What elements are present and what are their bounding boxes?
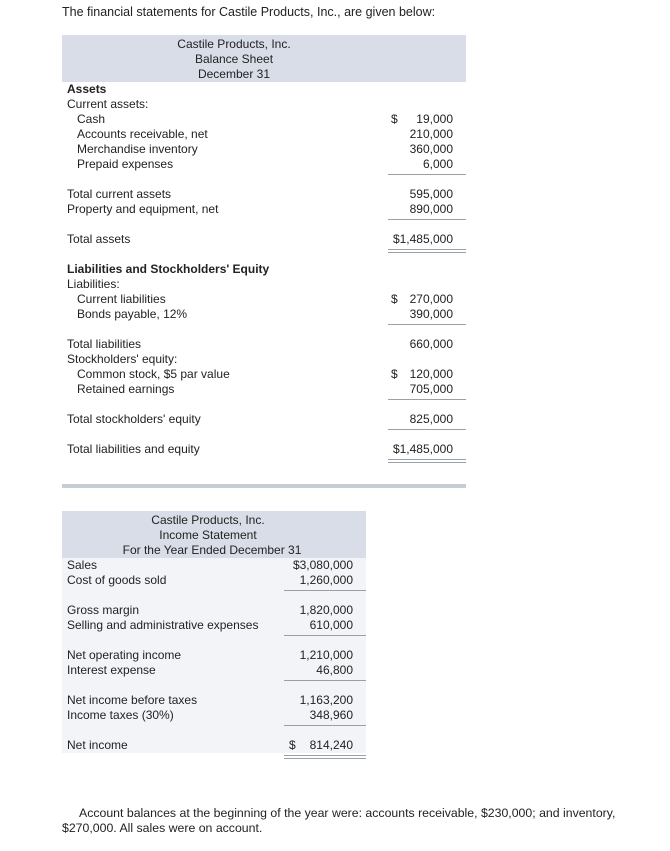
- statement-row: [62, 603, 366, 618]
- statement-row: [62, 277, 466, 292]
- row-label: Net operating income: [67, 648, 182, 662]
- statement-row: [62, 367, 466, 382]
- balance-sheet-name: Balance Sheet: [194, 52, 274, 66]
- spacer-row: [62, 217, 466, 232]
- statement-row: [62, 112, 466, 127]
- row-amount: $1,485,000: [392, 442, 453, 456]
- statement-row: [62, 187, 466, 202]
- row-label: Retained earnings: [77, 382, 175, 396]
- row-amount: 6,000: [422, 157, 453, 171]
- row-amount: 595,000: [409, 187, 453, 201]
- statement-row: [62, 442, 466, 457]
- income-statement: [62, 511, 366, 753]
- spacer-row: [62, 172, 466, 187]
- statement-row: [62, 142, 466, 157]
- row-label: Total current assets: [67, 187, 172, 201]
- statement-row: [62, 648, 366, 663]
- row-amount: 210,000: [409, 127, 453, 141]
- statement-row: [62, 232, 466, 247]
- row-label: Income taxes (30%): [67, 708, 174, 722]
- income-statement-company: Castile Products, Inc.: [151, 513, 265, 527]
- income-statement-period: For the Year Ended December 31: [122, 543, 302, 557]
- balance-sheet-bottom-bar: [62, 484, 466, 488]
- spacer-row: [62, 723, 366, 738]
- row-amount: 360,000: [409, 142, 453, 156]
- row-label: Cash: [77, 112, 106, 126]
- underline-rule: [388, 459, 466, 460]
- statement-row: [62, 738, 366, 753]
- row-amount: 348,960: [309, 708, 353, 722]
- row-label: Liabilities:: [67, 277, 120, 291]
- row-label: Current assets:: [67, 97, 149, 111]
- row-label: Bonds payable, 12%: [77, 307, 188, 321]
- row-amount: 270,000: [409, 292, 453, 306]
- row-label: Sales: [67, 558, 98, 572]
- row-label: Merchandise inventory: [77, 142, 198, 156]
- spacer-row: [62, 397, 466, 412]
- row-label: Gross margin: [67, 603, 140, 617]
- spacer-row: [62, 322, 466, 337]
- row-amount: 814,240: [309, 738, 353, 752]
- balance-sheet-company: Castile Products, Inc.: [177, 37, 291, 51]
- statement-row: [62, 693, 366, 708]
- statement-row: [62, 352, 466, 367]
- row-amount: 890,000: [409, 202, 453, 216]
- spacer-row: [62, 247, 466, 262]
- spacer-row: [62, 427, 466, 442]
- row-label: Total assets: [67, 232, 131, 246]
- balance-sheet-date: December 31: [197, 67, 271, 81]
- dollar-sign: $: [289, 738, 296, 752]
- statement-row: [62, 618, 366, 633]
- income-statement-header: [62, 511, 366, 558]
- balance-sheet-rows: [62, 82, 466, 457]
- balance-sheet: [62, 35, 466, 465]
- statement-row: [62, 337, 466, 352]
- row-amount: 390,000: [409, 307, 453, 321]
- row-amount: 825,000: [409, 412, 453, 426]
- row-label: Property and equipment, net: [67, 202, 219, 216]
- row-label: Net income before taxes: [67, 693, 198, 707]
- spacer-row: [62, 678, 366, 693]
- statement-row: [62, 127, 466, 142]
- row-label: Prepaid expenses: [77, 157, 174, 171]
- underline-rule: [284, 755, 366, 756]
- row-amount: 1,210,000: [299, 648, 353, 662]
- dollar-sign: $: [391, 292, 398, 306]
- row-label: Assets: [67, 82, 107, 96]
- row-label: Common stock, $5 par value: [77, 367, 230, 381]
- row-amount: 660,000: [409, 337, 453, 351]
- dollar-sign: $: [391, 367, 398, 381]
- row-amount: 19,000: [416, 112, 453, 126]
- statement-row: [62, 573, 366, 588]
- row-amount: $1,485,000: [392, 232, 453, 246]
- row-amount: $3,080,000: [292, 558, 353, 572]
- row-amount: 120,000: [409, 367, 453, 381]
- row-label: Net income: [67, 738, 128, 752]
- balance-sheet-header: [62, 35, 466, 82]
- row-amount: 46,800: [316, 663, 353, 677]
- row-label: Liabilities and Stockholders' Equity: [67, 262, 270, 276]
- double-underline-rule: [388, 462, 466, 463]
- row-label: Accounts receivable, net: [77, 127, 208, 141]
- row-label: Interest expense: [67, 663, 156, 677]
- row-label: Total stockholders' equity: [67, 412, 201, 426]
- income-statement-name: Income Statement: [159, 528, 257, 542]
- row-amount: 1,260,000: [299, 573, 353, 587]
- statement-row: [62, 412, 466, 427]
- row-label: Total liabilities and equity: [67, 442, 200, 456]
- statement-row: [62, 558, 366, 573]
- statement-row: [62, 157, 466, 172]
- dollar-sign: $: [391, 112, 398, 126]
- income-statement-rows: [62, 558, 366, 753]
- row-amount: 1,163,200: [299, 693, 353, 707]
- double-underline-rule: [284, 758, 366, 759]
- note-text: Account balances at the beginning of the year were: accounts receivable, $230,000; and inventory, $270,000. All sales were on account.: [62, 806, 616, 835]
- statement-row: [62, 262, 466, 277]
- intro-text: The financial statements for Castile Products, Inc., are given below:: [62, 5, 436, 19]
- spacer-row: [62, 588, 366, 603]
- row-label: Stockholders' equity:: [67, 352, 178, 366]
- spacer-row: [62, 633, 366, 648]
- row-label: Current liabilities: [77, 292, 166, 306]
- statement-row: [62, 292, 466, 307]
- row-label: Total liabilities: [67, 337, 142, 351]
- statement-row: [62, 708, 366, 723]
- statement-row: [62, 663, 366, 678]
- statement-row: [62, 82, 466, 97]
- statement-row: [62, 202, 466, 217]
- row-amount: 610,000: [309, 618, 353, 632]
- statement-row: [62, 97, 466, 112]
- row-label: Selling and administrative expenses: [67, 618, 259, 632]
- row-amount: 705,000: [409, 382, 453, 396]
- row-label: Cost of goods sold: [67, 573, 167, 587]
- row-amount: 1,820,000: [299, 603, 353, 617]
- statement-row: [62, 307, 466, 322]
- statement-row: [62, 382, 466, 397]
